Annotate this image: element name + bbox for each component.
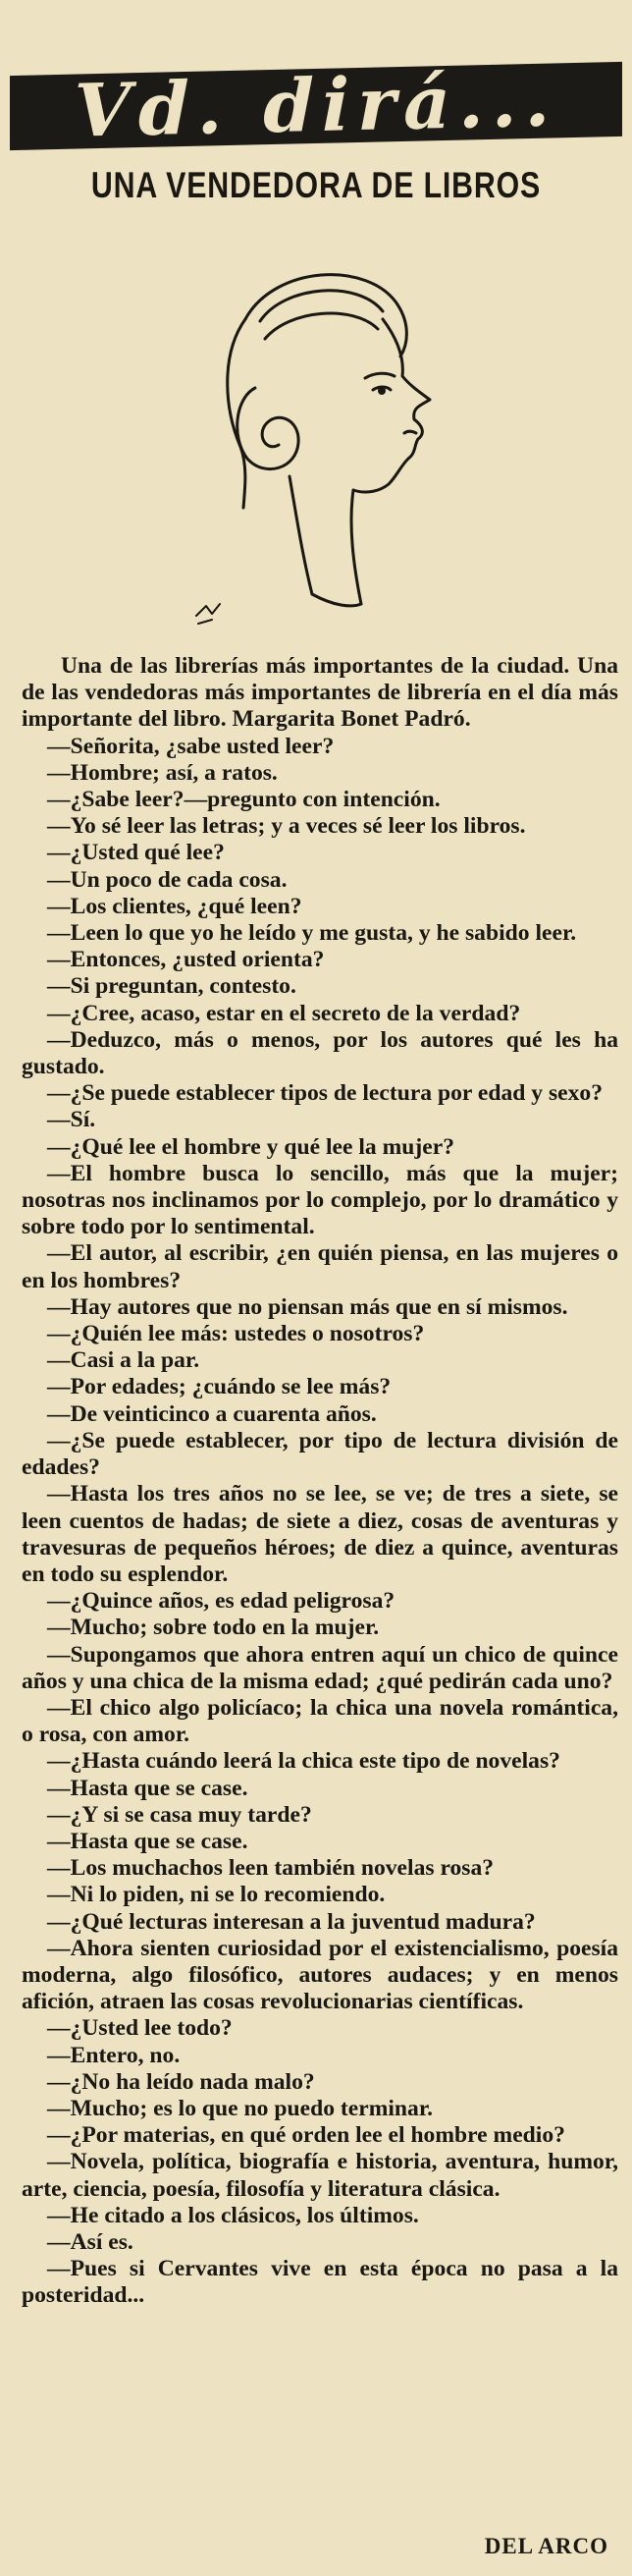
dialogue-line: —Hay autores que no piensan más que en sí mismos. bbox=[47, 1293, 568, 1320]
dialogue-line: —Hombre; así, a ratos. bbox=[47, 759, 278, 786]
dialogue-line: —Si preguntan, contesto. bbox=[47, 973, 296, 1000]
dialogue-line: —Deduzco, más o menos, por los autores qué les ha gustado. bbox=[22, 1026, 618, 1080]
dialogue-line: —Entero, no. bbox=[47, 2042, 181, 2068]
headline: UNA VENDEDORA DE LIBROS bbox=[90, 165, 542, 205]
dialogue-line: —Hasta los tres años no se lee, se ve; de tres a siete, se leen cuentos de hadas; de siete a diez, cosas de aventuras y travesuras de pequeños héroes; de diez a quince, aventuras en todo su esplendor. bbox=[22, 1481, 618, 1587]
dialogue-line: —Señorita, ¿sabe usted leer? bbox=[47, 733, 335, 759]
dialogue-line: —Por edades; ¿cuándo se lee más? bbox=[47, 1374, 392, 1400]
dialogue-line: —Novela, política, biografía e historia, aventura, humor, arte, ciencia, poesía, filosofía y literatura clásica. bbox=[22, 2149, 618, 2202]
dialogue-line: —¿No ha leído nada malo? bbox=[47, 2068, 315, 2095]
dialogue-line: —¿Y si se casa muy tarde? bbox=[47, 1801, 312, 1828]
section-title: Vd. dirá... bbox=[74, 58, 558, 154]
dialogue-line: —¿Usted qué lee? bbox=[47, 840, 225, 866]
dialogue-line: —El chico algo policíaco; la chica una novela romántica, o rosa, con amor. bbox=[22, 1694, 618, 1748]
interview-dialogue bbox=[22, 734, 618, 2310]
caricature-portrait bbox=[186, 250, 451, 633]
dialogue-line: —He citado a los clásicos, los últimos. bbox=[47, 2202, 419, 2228]
dialogue-line: —¿Qué lee el hombre y qué lee la mujer? bbox=[47, 1133, 454, 1160]
dialogue-line: —¿Qué lecturas interesan a la juventud madura? bbox=[47, 1908, 536, 1935]
dialogue-line: —Los clientes, ¿qué leen? bbox=[47, 893, 302, 919]
dialogue-line: —Así es. bbox=[47, 2228, 133, 2255]
dialogue-line: —Mucho; es lo que no puedo terminar. bbox=[47, 2095, 434, 2121]
dialogue-line: —Los muchachos leen también novelas rosa? bbox=[47, 1855, 495, 1882]
dialogue-line: —¿Se puede establecer tipos de lectura por edad y sexo? bbox=[47, 1080, 603, 1107]
dialogue-line: —Ahora sienten curiosidad por el existencialismo, poesía moderna, algo filosófico, autores audaces; y en menos afición, atraen las cosas revolucionarias científicas. bbox=[22, 1935, 618, 2015]
dialogue-line: —¿Usted lee todo? bbox=[47, 2015, 233, 2042]
author-signature: DEL ARCO bbox=[484, 2534, 608, 2558]
dialogue-line: —Ni lo piden, ni se lo recomiendo. bbox=[47, 1882, 386, 1908]
dialogue-line: —Entonces, ¿usted orienta? bbox=[47, 947, 325, 973]
dialogue-line: —De veinticinco a cuarenta años. bbox=[47, 1400, 377, 1427]
dialogue-line: —Yo sé leer las letras; y a veces sé leer los libros. bbox=[47, 813, 526, 840]
section-banner bbox=[10, 58, 622, 154]
dialogue-line: —El autor, al escribir, ¿en quién piensa, en las mujeres o en los hombres? bbox=[22, 1240, 618, 1293]
dialogue-line: —Casi a la par. bbox=[47, 1347, 200, 1374]
dialogue-line: —¿Quince años, es edad peligrosa? bbox=[47, 1588, 395, 1615]
dialogue-line: —¿Por materias, en qué orden lee el hombre medio? bbox=[47, 2122, 565, 2149]
dialogue-line: —Hasta que se case. bbox=[47, 1828, 248, 1854]
article-body bbox=[0, 653, 632, 2310]
dialogue-line: —¿Cree, acaso, estar en el secreto de la verdad? bbox=[47, 1000, 521, 1026]
dialogue-line: —Supongamos que ahora entren aquí un chico de quince años y una chica de la misma edad; ¿qué pedirán cada uno? bbox=[22, 1641, 618, 1694]
dialogue-line: —Sí. bbox=[47, 1107, 96, 1133]
dialogue-line: —Pues si Cervantes vive en esta época no pasa a la posteridad... bbox=[22, 2256, 618, 2309]
dialogue-line: —¿Sabe leer?—pregunto con intención. bbox=[47, 787, 441, 813]
dialogue-line: —El hombre busca lo sencillo, más que la mujer; nosotras nos inclinamos por lo complejo, por lo dramático y sobre todo por lo sentimental. bbox=[22, 1160, 618, 1240]
intro-paragraph: Una de las librerías más importantes de la ciudad. Una de las vendedoras más importantes de librería en el día más importante del libro. Margarita Bonet Padró. bbox=[22, 653, 618, 733]
dialogue-line: —Mucho; sobre todo en la mujer. bbox=[47, 1615, 380, 1641]
dialogue-line: —Leen lo que yo he leído y me gusta, y he sabido leer. bbox=[47, 920, 577, 947]
dialogue-line: —Un poco de cada cosa. bbox=[47, 866, 288, 893]
dialogue-line: —¿Hasta cuándo leerá la chica este tipo de novelas? bbox=[47, 1748, 560, 1775]
dialogue-line: —Hasta que se case. bbox=[47, 1775, 248, 1801]
dialogue-line: —¿Se puede establecer, por tipo de lectura división de edades? bbox=[22, 1427, 618, 1481]
dialogue-line: —¿Quién lee más: ustedes o nosotros? bbox=[47, 1321, 425, 1347]
